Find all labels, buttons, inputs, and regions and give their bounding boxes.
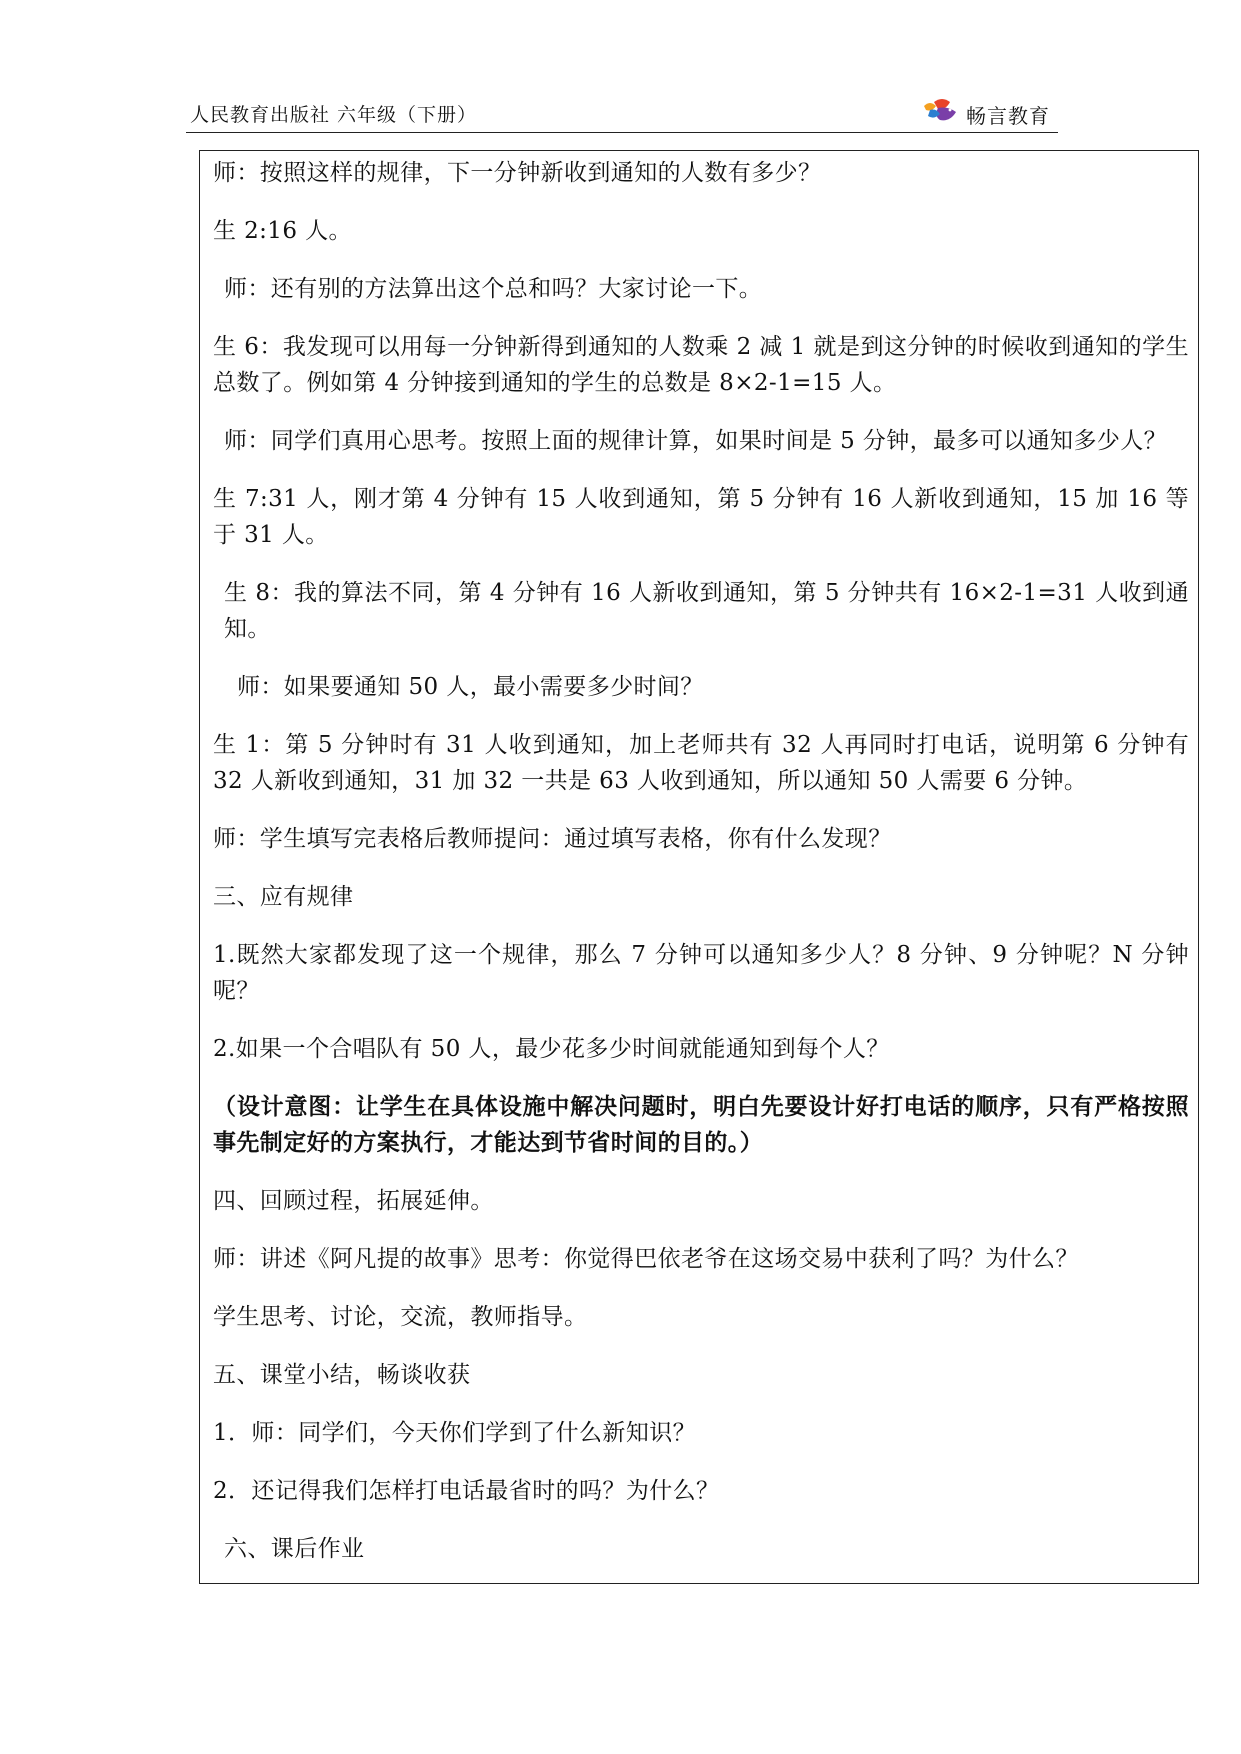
lesson-paragraph: 师：讲述《阿凡提的故事》思考：你觉得巴依老爷在这场交易中获利了吗？为什么？ (213, 1246, 1079, 1272)
lesson-paragraph: 师：还有别的方法算出这个总和吗？大家讨论一下。 (224, 276, 763, 302)
brand-group (920, 92, 1050, 129)
lesson-paragraph: 生 2:16 人。 (213, 218, 352, 244)
lesson-paragraph: 生 6：我发现可以用每一分钟新得到通知的人数乘 2 减 1 就是到这分钟的时候收到通知的学生总数了。例如第 4 分钟接到通知的学生的总数是 8×2-1=15 人。 (213, 334, 1189, 396)
brand-name: 畅言教育 (966, 104, 1050, 128)
design-intent-note: （设计意图：让学生在具体设施中解决问题时，明白先要设计好打电话的顺序，只有严格按照事先制定好的方案执行，才能达到节省时间的目的。） (213, 1093, 1189, 1156)
lesson-paragraph: 2．还记得我们怎样打电话最省时的吗？为什么？ (213, 1478, 720, 1504)
lesson-paragraph: 师：按照这样的规律，下一分钟新收到通知的人数有多少？ (213, 160, 822, 186)
lesson-paragraph: 1．师：同学们，今天你们学到了什么新知识？ (213, 1420, 697, 1446)
lesson-paragraph: 师：如果要通知 50 人，最小需要多少时间？ (237, 674, 704, 700)
lesson-paragraph: 三、应有规律 (213, 884, 354, 910)
lesson-paragraph: 学生思考、讨论，交流，教师指导。 (213, 1304, 588, 1330)
lesson-paragraph: 2.如果一个合唱队有 50 人，最少花多少时间就能通知到每个人？ (213, 1036, 890, 1062)
lesson-paragraph: 生 7:31 人，刚才第 4 分钟有 15 人收到通知，第 5 分钟有 16 人新收到通知，15 加 16 等于 31 人。 (213, 486, 1189, 548)
bird-logo-icon (920, 96, 960, 126)
lesson-paragraph: 1.既然大家都发现了这一个规律，那么 7 分钟可以通知多少人？8 分钟、9 分钟呢？N 分钟呢？ (213, 942, 1189, 1004)
lesson-paragraph: 师：同学们真用心思考。按照上面的规律计算，如果时间是 5 分钟，最多可以通知多少人？ (224, 428, 1168, 454)
lesson-content-box (199, 150, 1199, 1584)
lesson-paragraph: 生 8：我的算法不同，第 4 分钟有 16 人新收到通知，第 5 分钟共有 16×2-1=31 人收到通知。 (224, 580, 1189, 642)
lesson-paragraph: 五、课堂小结，畅谈收获 (213, 1362, 471, 1388)
lesson-paragraph: 师：学生填写完表格后教师提问：通过填写表格，你有什么发现？ (213, 826, 892, 852)
lesson-text-body (213, 155, 1189, 1589)
page-header (186, 88, 1058, 133)
lesson-paragraph: 四、回顾过程，拓展延伸。 (213, 1188, 494, 1214)
lesson-paragraph: 生 1：第 5 分钟时有 31 人收到通知，加上老师共有 32 人再同时打电话，说明第 6 分钟有 32 人新收到通知，31 加 32 一共是 63 人收到通知，所以通知 50 人需要 6 分钟。 (213, 732, 1189, 794)
publisher-label: 人民教育出版社 六年级（下册） (190, 104, 478, 126)
lesson-paragraph: 六、课后作业 (224, 1536, 365, 1562)
